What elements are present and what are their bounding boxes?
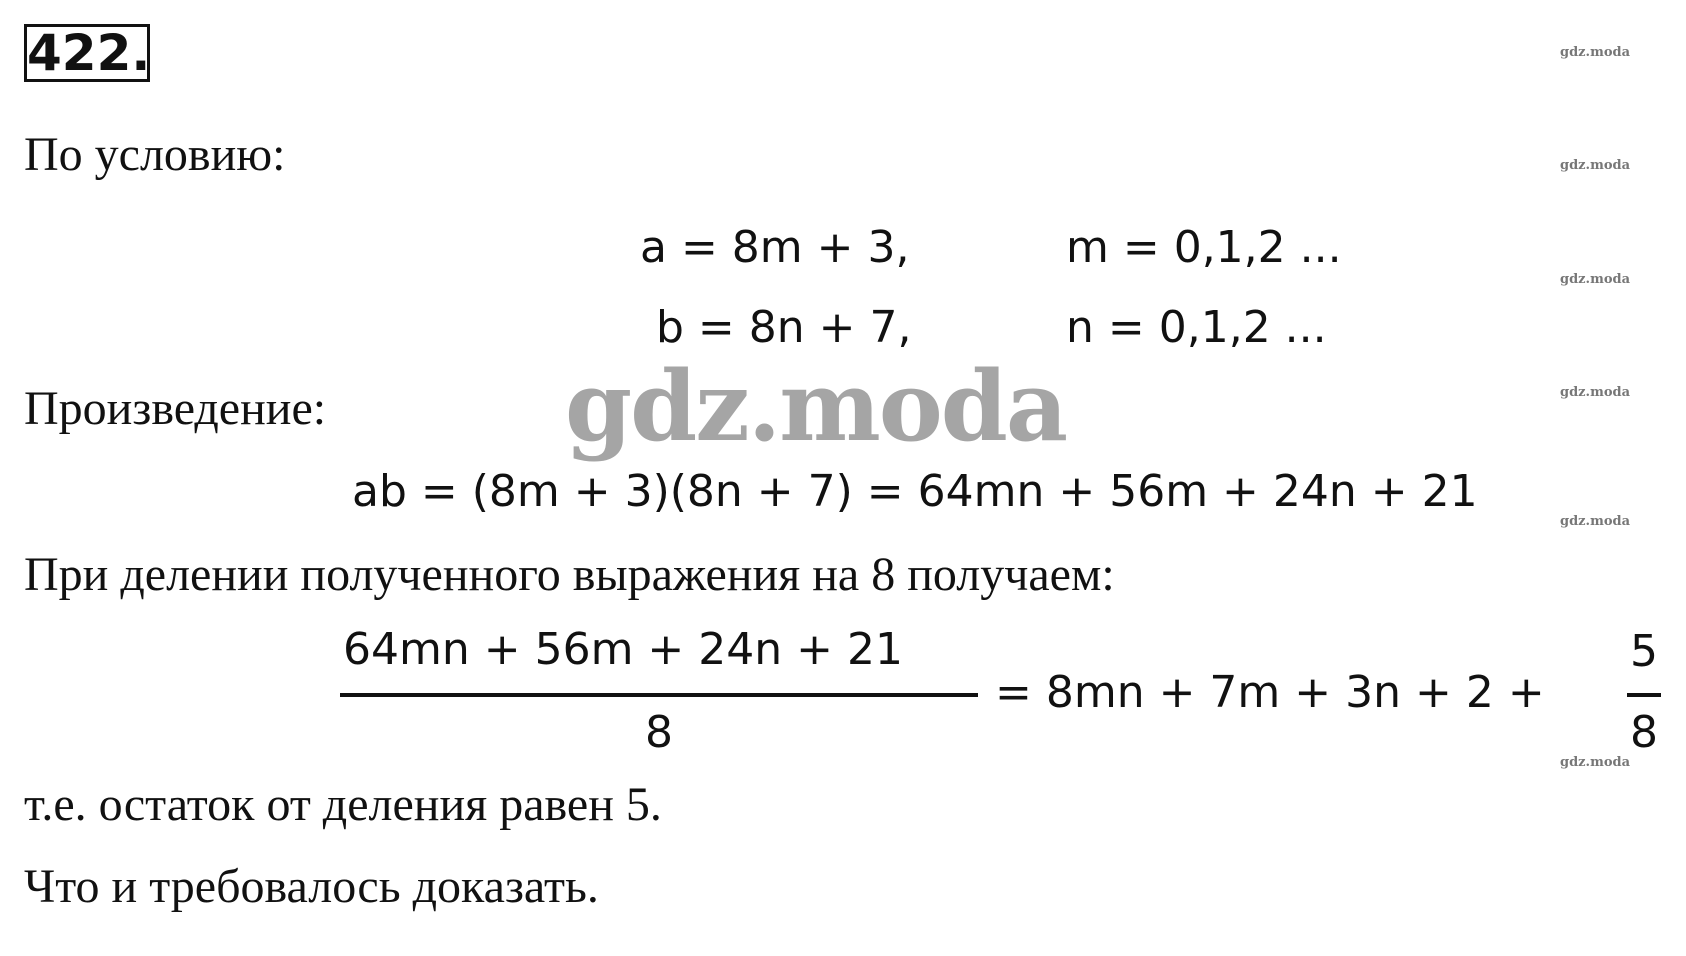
equation-a-left: a = 8m + 3, — [640, 222, 910, 273]
condition-label: По условию: — [24, 128, 286, 181]
conclusion-text: Что и требовалось доказать. — [24, 860, 599, 913]
fraction-bar — [340, 693, 978, 697]
equation-b-right: n = 0,1,2 ... — [1066, 302, 1327, 353]
watermark-large: gdz.moda — [565, 350, 1067, 463]
remainder-fraction-numerator: 5 — [1630, 626, 1658, 677]
watermark-small: gdz.moda — [1560, 45, 1631, 60]
watermark-small: gdz.moda — [1560, 755, 1631, 770]
remainder-fraction-bar — [1627, 693, 1661, 697]
watermark-small: gdz.moda — [1560, 385, 1631, 400]
division-result: = 8mn + 7m + 3n + 2 + — [995, 667, 1545, 718]
fraction-numerator: 64mn + 56m + 24n + 21 — [343, 624, 903, 675]
division-label: При делении полученного выражения на 8 получаем: — [24, 548, 1115, 601]
fraction-denominator: 8 — [645, 707, 673, 758]
product-expression: ab = (8m + 3)(8n + 7) = 64mn + 56m + 24n + 21 — [352, 466, 1478, 517]
watermark-small: gdz.moda — [1560, 158, 1631, 173]
watermark-small: gdz.moda — [1560, 272, 1631, 287]
watermark-small: gdz.moda — [1560, 514, 1631, 529]
equation-a-right: m = 0,1,2 ... — [1066, 222, 1342, 273]
product-label: Произведение: — [24, 382, 327, 435]
remainder-text: т.е. остаток от деления равен 5. — [24, 778, 662, 831]
remainder-fraction-denominator: 8 — [1630, 707, 1658, 758]
problem-number: 422. — [24, 24, 150, 82]
equation-b-left: b = 8n + 7, — [656, 302, 912, 353]
